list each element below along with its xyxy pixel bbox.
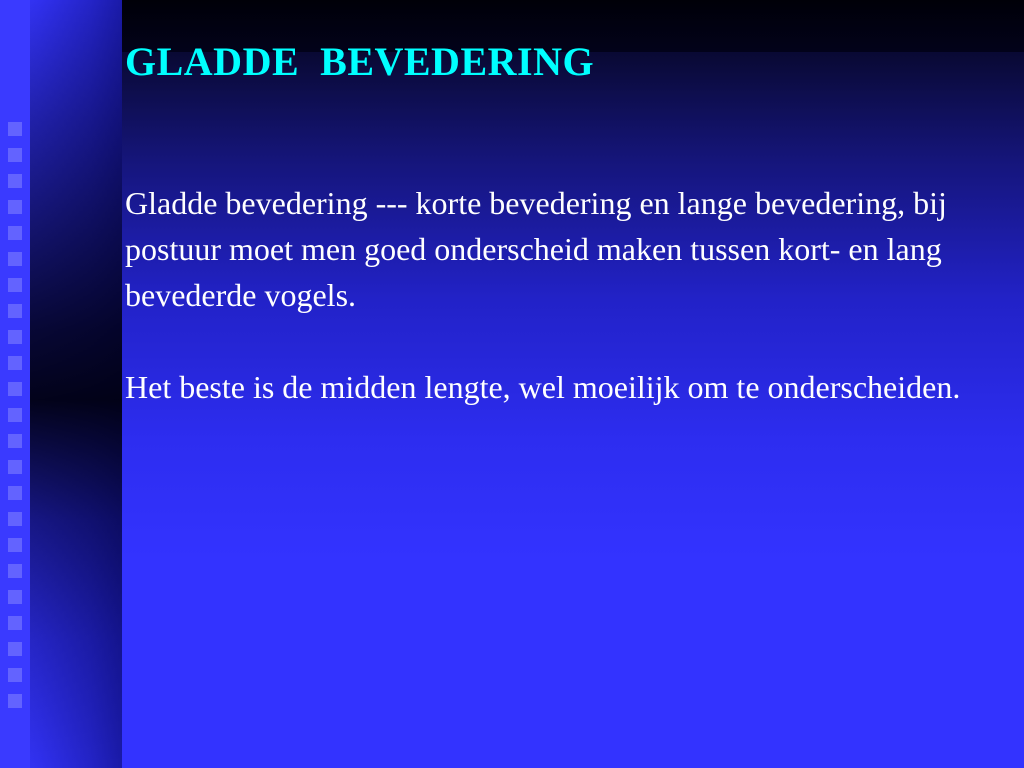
decorative-square: [8, 486, 22, 500]
decorative-square: [8, 668, 22, 682]
decorative-square: [8, 434, 22, 448]
decorative-square: [8, 174, 22, 188]
left-square-pattern: [0, 0, 30, 768]
decorative-square: [8, 122, 22, 136]
decorative-square: [8, 278, 22, 292]
decorative-square: [8, 590, 22, 604]
decorative-square: [8, 148, 22, 162]
decorative-square: [8, 408, 22, 422]
decorative-square: [8, 616, 22, 630]
decorative-square: [8, 564, 22, 578]
decorative-square: [8, 382, 22, 396]
left-strip-shadow: [30, 0, 122, 768]
slide-content: [125, 36, 985, 410]
decorative-square: [8, 330, 22, 344]
body-paragraph: Gladde bevedering --- korte bevedering en lange bevedering, bij postuur moet men goed onderscheid maken tussen kort- en lang bevederde vogels.: [125, 185, 947, 313]
slide-title: GLADDE BEVEDERING: [125, 39, 595, 84]
decorative-square: [8, 460, 22, 474]
decorative-square: [8, 304, 22, 318]
decorative-square: [8, 642, 22, 656]
decorative-square: [8, 200, 22, 214]
decorative-square: [8, 538, 22, 552]
decorative-square: [8, 694, 22, 708]
decorative-square: [8, 512, 22, 526]
decorative-square: [8, 252, 22, 266]
body-paragraph: Het beste is de midden lengte, wel moeilijk om te onderscheiden.: [125, 369, 961, 405]
decorative-square: [8, 226, 22, 240]
decorative-square: [8, 356, 22, 370]
square-column: [8, 0, 24, 768]
